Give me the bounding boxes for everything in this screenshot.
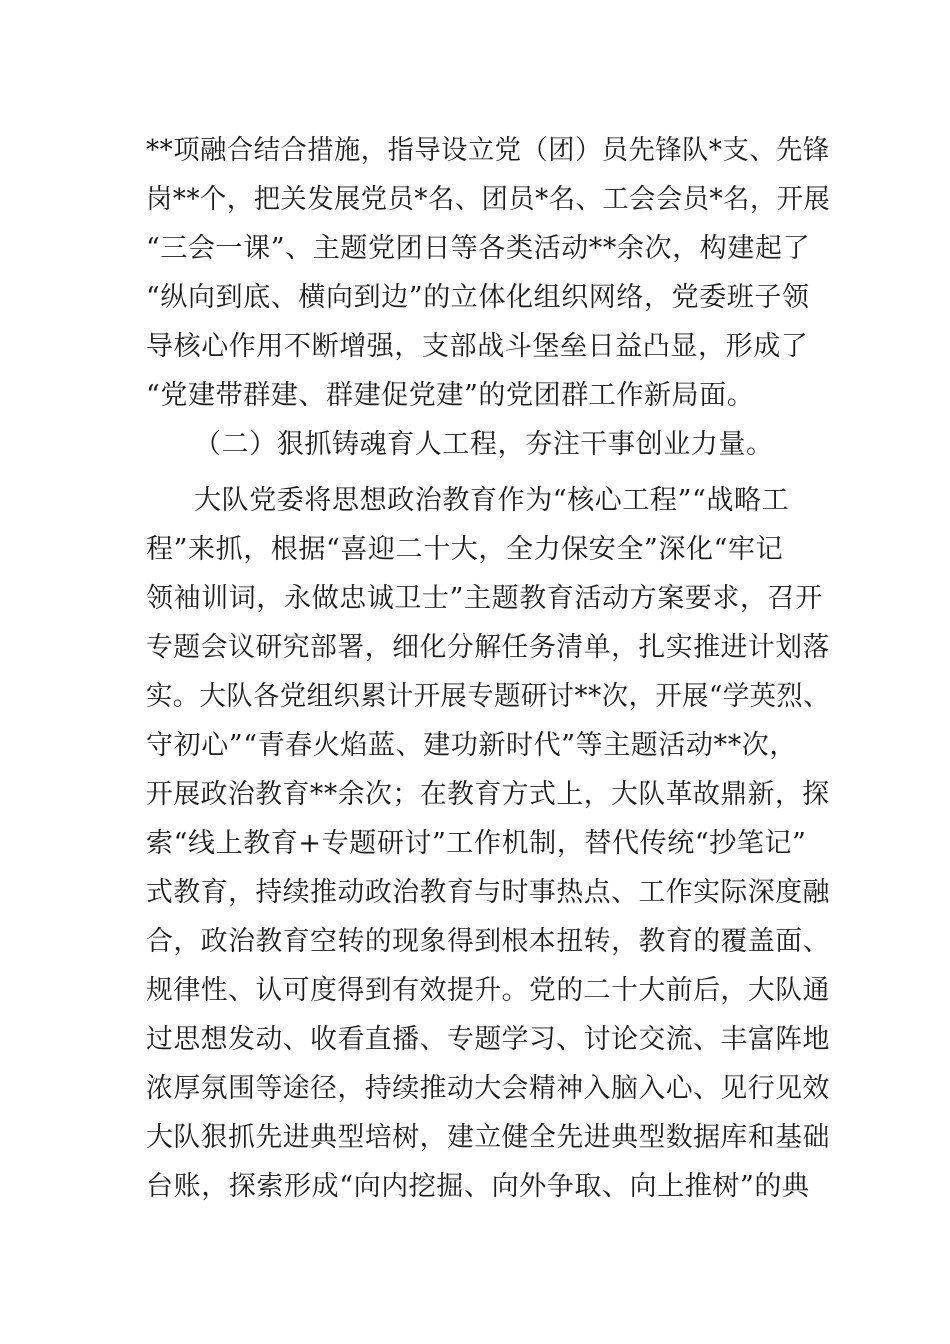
text-line-4: “纵向到底、横向到边”的立体化组织网络，党委班子领 [146,282,810,313]
text-line-2: 岗**个，把关发展党员*名、团员*名、工会会员*名，开展 [146,184,831,215]
text-line-8: 大队党委将思想政治教育作为“核心工程”“战略工 [194,485,790,516]
text-line-12: 实。大队各党组织累计开展专题研讨**次，开展“学英烈、 [146,681,831,712]
text-line-10: 领袖训词，永做忠诚卫士”主题教育活动方案要求，召开 [146,583,823,614]
text-line-14: 开展政治教育**余次；在教育方式上，大队革故鼎新，探 [146,779,830,810]
text-line-20: 浓厚氛围等途径，持续推动大会精神入脑入心、见行见效 [146,1073,830,1104]
text-line-6: “党建带群建、群建促党建”的党团群工作新局面。 [146,380,755,411]
text-line-1: **项融合结合措施，指导设立党（团）员先锋队*支、先锋 [146,135,830,166]
text-line-19: 过思想发动、收看直播、专题学习、讨论交流、丰富阵地 [146,1024,830,1055]
text-line-5: 导核心作用不断增强，支部战斗堡垒日益凸显，形成了 [146,331,809,362]
text-line-22: 台账，探索形成“向内挖掘、向外争取、向上推树”的典 [146,1171,810,1202]
section-heading: （二）狠抓铸魂育人工程，夯注干事创业力量。 [194,429,774,460]
text-line-21: 大队狠抓先进典型培树，建立健全先进典型数据库和基础 [146,1122,830,1153]
text-line-18: 规律性、认可度得到有效提升。党的二十大前后，大队通 [146,975,830,1006]
text-line-11: 专题会议研究部署，细化分解任务清单，扎实推进计划落 [146,632,830,663]
text-line-9: 程”来抓，根据“喜迎二十大，全力保安全”深化“牢记 [146,534,784,565]
text-line-15: 索“线上教育+专题研讨”工作机制，替代传统“抄笔记” [146,828,807,859]
text-line-16: 式教育，持续推动政治教育与时事热点、工作实际深度融 [146,877,830,908]
text-line-13: 守初心”“青春火焰蓝、建功新时代”等主题活动**次， [146,730,798,761]
text-line-17: 合，政治教育空转的现象得到根本扭转，教育的覆盖面、 [146,926,830,957]
text-line-3: “三会一课”、主题党团日等各类活动**余次，构建起了 [146,233,811,264]
